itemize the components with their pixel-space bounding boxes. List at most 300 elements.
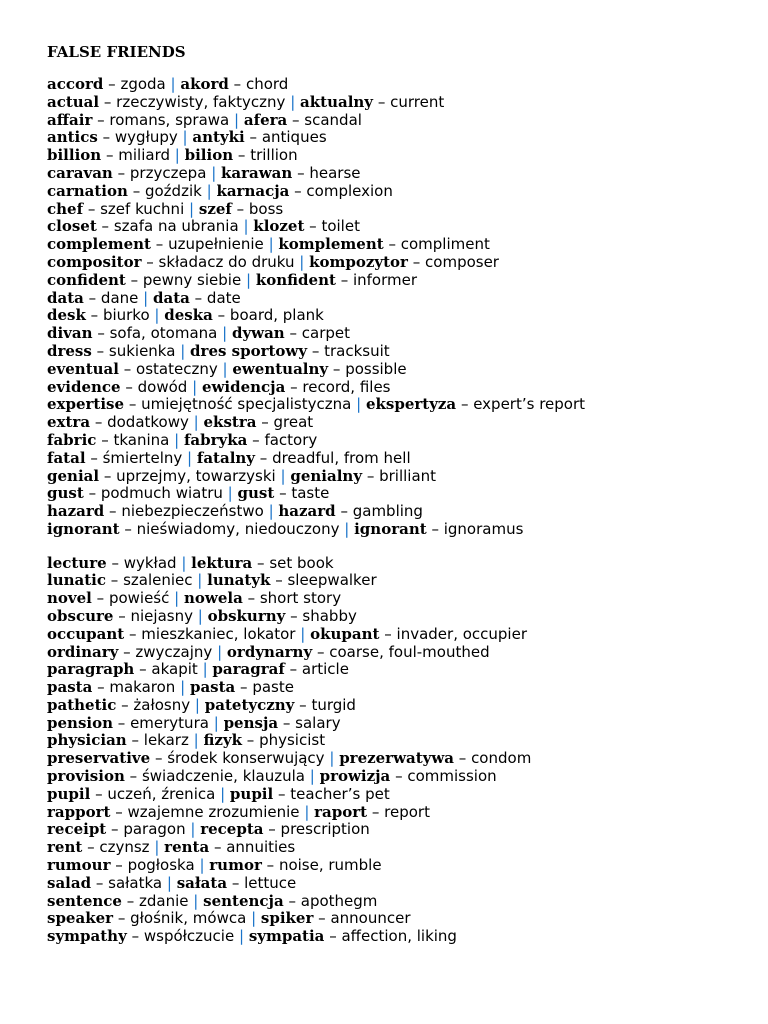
dash: –: [103, 466, 112, 485]
separator-bar: |: [290, 92, 296, 111]
separator-bar: |: [189, 199, 195, 218]
english-word-meaning: szaleniec: [123, 571, 193, 590]
word-pair-entry: [47, 361, 747, 379]
polish-word: nowela: [184, 589, 243, 608]
separator-bar: |: [268, 502, 274, 521]
english-word-meaning: uczeń, źrenica: [107, 784, 216, 803]
dash: –: [311, 341, 320, 360]
english-word-meaning: czynsz: [99, 838, 150, 857]
separator-bar: |: [304, 802, 310, 821]
english-word: dress: [47, 341, 92, 360]
english-word: pension: [47, 713, 113, 732]
word-pair-entry: [47, 76, 747, 94]
dash: –: [97, 110, 105, 129]
dash: –: [90, 448, 98, 467]
polish-word-meaning: condom: [471, 749, 532, 768]
english-word: evidence: [47, 377, 121, 396]
dash: –: [146, 252, 154, 271]
dash: –: [340, 502, 348, 521]
polish-word: hazard: [278, 502, 336, 521]
word-pair-entry: [47, 218, 747, 236]
polish-word-meaning: commission: [407, 767, 497, 786]
dash: –: [87, 199, 96, 218]
polish-word: aktualny: [300, 92, 374, 111]
word-pair-entry: [47, 750, 747, 768]
dash: –: [101, 430, 109, 449]
dash: –: [412, 252, 421, 271]
dash: –: [266, 856, 275, 875]
separator-bar: |: [222, 359, 228, 378]
polish-word: dres sportowy: [190, 341, 308, 360]
english-word: preservative: [47, 749, 151, 768]
english-word-meaning: sukienka: [108, 341, 176, 360]
english-word-meaning: rzeczywisty, faktyczny: [116, 92, 286, 111]
dash: –: [108, 75, 116, 93]
word-pair-entry: [47, 910, 747, 928]
separator-bar: |: [174, 430, 180, 449]
polish-word: pasta: [189, 678, 236, 697]
separator-bar: |: [238, 927, 245, 946]
dash: –: [332, 359, 341, 378]
separator-bar: |: [143, 288, 149, 307]
dash: –: [289, 324, 297, 343]
dash: –: [246, 731, 255, 750]
polish-word: prowizja: [319, 767, 391, 786]
separator-bar: |: [192, 377, 198, 396]
dash: –: [309, 217, 317, 236]
dash: –: [252, 430, 260, 449]
polish-word-meaning: invader, occupier: [396, 624, 527, 643]
polish-word: fatalny: [196, 448, 256, 467]
dash: –: [95, 784, 103, 803]
polish-word-meaning: date: [206, 288, 241, 307]
polish-word-meaning: compliment: [400, 235, 490, 254]
english-word-meaning: makaron: [109, 678, 176, 697]
polish-word-meaning: affection, liking: [341, 927, 457, 946]
word-pair-entry: [47, 857, 747, 875]
dash: –: [139, 660, 147, 679]
dash: –: [292, 110, 300, 129]
dash: –: [290, 606, 298, 625]
word-pair-entry: [47, 644, 747, 662]
dash: –: [240, 678, 248, 697]
english-word: fatal: [47, 448, 86, 467]
word-pair-entry: [47, 272, 747, 290]
polish-word-meaning: chord: [245, 75, 289, 93]
english-word: physician: [47, 731, 127, 750]
english-word-meaning: nieświadomy, niedouczony: [136, 519, 340, 538]
dash: –: [366, 466, 375, 485]
polish-word-meaning: ignoramus: [443, 519, 524, 538]
dash: –: [275, 571, 283, 590]
polish-word: renta: [164, 838, 210, 857]
polish-word: lektura: [191, 553, 253, 572]
english-word-meaning: sofa, otomana: [109, 324, 218, 343]
document-page: [47, 42, 747, 946]
word-pair-entry: [47, 804, 747, 822]
dash: –: [97, 678, 105, 697]
english-word: sentence: [47, 891, 122, 910]
word-pair-entry: [47, 343, 747, 361]
polish-word-meaning: lettuce: [244, 873, 297, 892]
polish-word: lunatyk: [207, 571, 271, 590]
english-word-meaning: mieszkaniec, lokator: [141, 624, 296, 643]
dash: –: [194, 288, 203, 307]
separator-bar: |: [206, 181, 212, 200]
english-word: billion: [47, 146, 102, 165]
word-pair-entry: [47, 307, 747, 325]
dash: –: [297, 163, 305, 182]
polish-word: dywan: [231, 324, 285, 343]
english-word: actual: [47, 92, 100, 111]
polish-word: kompozytor: [309, 252, 408, 271]
word-pair-entry: [47, 129, 747, 147]
separator-bar: |: [174, 589, 180, 608]
polish-word-meaning: scandal: [304, 110, 362, 129]
dash: –: [115, 856, 123, 875]
english-word-meaning: tkanina: [113, 430, 170, 449]
english-word: obscure: [47, 606, 114, 625]
polish-word: obskurny: [207, 606, 286, 625]
word-pair-entry: [47, 697, 747, 715]
polish-word-meaning: board, plank: [229, 306, 324, 325]
word-pair-entry: [47, 201, 747, 219]
polish-word-meaning: possible: [345, 359, 407, 378]
dash: –: [117, 713, 126, 732]
separator-bar: |: [187, 448, 193, 467]
polish-word-meaning: set book: [269, 553, 334, 572]
dash: –: [299, 695, 307, 714]
word-pair-entry: [47, 875, 747, 893]
polish-word: bilion: [184, 146, 234, 165]
word-pair-entry: [47, 503, 747, 521]
english-word: pathetic: [47, 695, 117, 714]
polish-word-meaning: record, files: [302, 377, 391, 396]
dash: –: [117, 909, 126, 928]
polish-word: rumor: [209, 856, 262, 875]
english-word: ignorant: [47, 519, 120, 538]
polish-word: spiker: [260, 909, 314, 928]
dash: –: [257, 553, 265, 572]
separator-bar: |: [197, 571, 203, 590]
polish-word: ewidencja: [201, 377, 286, 396]
separator-bar: |: [280, 466, 286, 485]
polish-word-meaning: apothegm: [300, 891, 378, 910]
word-pair-entry: [47, 521, 747, 539]
dash: –: [213, 838, 222, 857]
dash: –: [388, 235, 396, 254]
polish-word-meaning: physicist: [259, 731, 326, 750]
polish-word: ignorant: [354, 519, 427, 538]
english-word-meaning: niejasny: [130, 606, 193, 625]
english-word: extra: [47, 413, 91, 432]
word-list: [47, 76, 747, 946]
word-pair-entry: [47, 290, 747, 308]
dash: –: [340, 270, 349, 289]
dash: –: [282, 713, 291, 732]
word-pair-entry: [47, 254, 747, 272]
separator-bar: |: [300, 624, 306, 643]
english-word: antics: [47, 128, 98, 147]
word-pair-entry: [47, 732, 747, 750]
separator-bar: |: [268, 235, 274, 254]
polish-word-meaning: brilliant: [379, 466, 437, 485]
word-pair-entry: [47, 768, 747, 786]
polish-word-meaning: noise, rumble: [278, 856, 382, 875]
english-word: caravan: [47, 163, 113, 182]
polish-word-meaning: composer: [425, 252, 499, 271]
word-pair-entry: [47, 821, 747, 839]
dash: –: [129, 767, 138, 786]
english-word-meaning: romans, sprawa: [109, 110, 230, 129]
english-word-meaning: szef kuchni: [100, 199, 185, 218]
word-pair-entry: [47, 379, 747, 397]
dash: –: [94, 413, 103, 432]
polish-word: karnacja: [216, 181, 290, 200]
dash: –: [124, 519, 132, 538]
polish-word: ekstra: [203, 413, 257, 432]
dash: –: [249, 128, 258, 147]
word-pair-entry: [47, 414, 747, 432]
word-pair-entry: [47, 928, 747, 946]
word-pair-entry: [47, 94, 747, 112]
polish-word: prezerwatywa: [339, 749, 454, 768]
separator-bar: |: [227, 484, 233, 503]
english-word-meaning: zgoda: [120, 75, 166, 93]
english-word: eventual: [47, 359, 119, 378]
polish-word: recepta: [200, 820, 264, 839]
english-word: receipt: [47, 820, 107, 839]
english-word-meaning: lekarz: [143, 731, 189, 750]
polish-word-meaning: salary: [295, 713, 341, 732]
english-word-meaning: zdanie: [139, 891, 189, 910]
english-word-meaning: wzajemne zrozumienie: [127, 802, 300, 821]
polish-word: pupil: [229, 784, 274, 803]
separator-bar: |: [299, 252, 305, 271]
english-word: accord: [47, 75, 104, 93]
english-word-meaning: żałosny: [133, 695, 191, 714]
polish-word: fizyk: [203, 731, 243, 750]
dash: –: [458, 749, 467, 768]
dash: –: [88, 484, 97, 503]
dash: –: [118, 606, 126, 625]
separator-bar: |: [234, 110, 240, 129]
separator-bar: |: [220, 784, 226, 803]
dash: –: [105, 146, 114, 165]
word-pair-entry: [47, 147, 747, 165]
dash: –: [95, 873, 104, 892]
separator-bar: |: [243, 217, 249, 236]
english-word: expertise: [47, 395, 125, 414]
dash: –: [395, 767, 403, 786]
separator-bar: |: [202, 660, 208, 679]
word-pair-entry: [47, 112, 747, 130]
polish-word-meaning: dreadful, from hell: [272, 448, 411, 467]
polish-word: ordynarny: [226, 642, 313, 661]
english-word: lecture: [47, 553, 107, 572]
english-word-meaning: uzupełnienie: [168, 235, 264, 254]
english-word-meaning: paragon: [123, 820, 186, 839]
english-word-meaning: akapit: [151, 660, 198, 679]
english-word-meaning: goździk: [144, 181, 202, 200]
polish-word: antyki: [192, 128, 245, 147]
title-spacer: [47, 62, 747, 76]
polish-word: pensja: [223, 713, 279, 732]
english-word: chef: [47, 199, 84, 218]
separator-bar: |: [181, 553, 187, 572]
dash: –: [111, 553, 119, 572]
dash: –: [237, 146, 246, 165]
dash: –: [318, 909, 326, 928]
word-pair-entry: [47, 325, 747, 343]
english-word-meaning: szafa na ubrania: [113, 217, 239, 236]
dash: –: [290, 377, 298, 396]
word-pair-entry: [47, 590, 747, 608]
word-pair-entry: [47, 661, 747, 679]
english-word: gust: [47, 484, 84, 503]
english-word: closet: [47, 217, 97, 236]
word-pair-entry: [47, 572, 747, 590]
word-pair-entry: [47, 608, 747, 626]
dash: –: [460, 395, 469, 414]
word-pair-entry: [47, 626, 747, 644]
english-word: novel: [47, 589, 92, 608]
dash: –: [261, 413, 269, 432]
english-word-meaning: biurko: [102, 306, 150, 325]
polish-word-meaning: trillion: [250, 146, 298, 165]
english-word: lunatic: [47, 571, 106, 590]
separator-bar: |: [180, 341, 186, 360]
dash: –: [88, 288, 97, 307]
polish-word: karawan: [221, 163, 293, 182]
dash: –: [125, 377, 133, 396]
dash: –: [130, 270, 139, 289]
english-word: speaker: [47, 909, 114, 928]
polish-word-meaning: paste: [252, 678, 294, 697]
english-word-meaning: świadczenie, klauzula: [141, 767, 305, 786]
polish-word-meaning: report: [384, 802, 430, 821]
separator-bar: |: [211, 163, 217, 182]
dash: –: [121, 695, 129, 714]
word-pair-entry: [47, 555, 747, 573]
polish-word: raport: [314, 802, 368, 821]
dash: –: [217, 306, 226, 325]
english-word: compositor: [47, 252, 142, 271]
separator-bar: |: [329, 749, 335, 768]
polish-word: ekspertyza: [365, 395, 457, 414]
polish-word: fabryka: [183, 430, 248, 449]
polish-word-meaning: teacher’s pet: [290, 784, 390, 803]
polish-word-meaning: antiques: [261, 128, 327, 147]
separator-bar: |: [182, 128, 188, 147]
polish-word: gust: [237, 484, 275, 503]
dash: –: [131, 731, 139, 750]
dash: –: [131, 927, 140, 946]
polish-word-meaning: prescription: [280, 820, 370, 839]
separator-bar: |: [194, 695, 200, 714]
english-word-meaning: ostateczny: [136, 359, 218, 378]
dash: –: [154, 749, 163, 768]
dash: –: [384, 624, 392, 643]
english-word: ordinary: [47, 642, 119, 661]
dash: –: [288, 891, 296, 910]
english-word-meaning: dodatkowy: [107, 413, 189, 432]
english-word: divan: [47, 324, 93, 343]
english-word: provision: [47, 767, 125, 786]
english-word-meaning: dane: [100, 288, 139, 307]
english-word: rent: [47, 838, 83, 857]
english-word-meaning: wygłupy: [114, 128, 178, 147]
english-word-meaning: pogłoska: [127, 856, 195, 875]
polish-word: szef: [198, 199, 232, 218]
polish-word-meaning: hearse: [309, 163, 361, 182]
polish-word: deska: [164, 306, 213, 325]
dash: –: [371, 802, 380, 821]
english-word-meaning: zwyczajny: [135, 642, 213, 661]
english-word: genial: [47, 466, 100, 485]
polish-word-meaning: great: [273, 413, 314, 432]
dash: –: [109, 502, 117, 521]
dash: –: [155, 235, 164, 254]
english-word: hazard: [47, 502, 105, 521]
word-pair-entry: [47, 839, 747, 857]
separator-bar: |: [251, 909, 257, 928]
word-pair-entry: [47, 893, 747, 911]
separator-bar: |: [197, 606, 203, 625]
english-word-meaning: pewny siebie: [142, 270, 242, 289]
english-word: data: [47, 288, 84, 307]
english-word: affair: [47, 110, 93, 129]
polish-word-meaning: complexion: [306, 181, 393, 200]
polish-word-meaning: informer: [352, 270, 418, 289]
polish-word-meaning: article: [301, 660, 349, 679]
separator-bar: |: [174, 146, 180, 165]
english-word: pupil: [47, 784, 91, 803]
english-word-meaning: przyczepa: [129, 163, 207, 182]
dash: –: [132, 181, 141, 200]
polish-word-meaning: coarse, foul-mouthed: [329, 642, 490, 661]
separator-bar: |: [217, 642, 223, 661]
dash: –: [97, 324, 105, 343]
english-word: salad: [47, 873, 92, 892]
word-group: [47, 555, 747, 947]
polish-word-meaning: current: [390, 92, 445, 111]
separator-bar: |: [180, 678, 186, 697]
polish-word-meaning: carpet: [301, 324, 351, 343]
dash: –: [123, 359, 132, 378]
polish-word-meaning: sleepwalker: [287, 571, 377, 590]
english-word: desk: [47, 306, 86, 325]
polish-word: sentencja: [203, 891, 284, 910]
english-word-meaning: emerytura: [130, 713, 209, 732]
word-pair-entry: [47, 432, 747, 450]
word-pair-entry: [47, 715, 747, 733]
english-word-meaning: współczucie: [143, 927, 235, 946]
dash: –: [233, 75, 242, 93]
dash: –: [329, 927, 337, 946]
english-word-meaning: miliard: [118, 146, 170, 165]
polish-word: akord: [180, 75, 229, 93]
word-group: [47, 76, 747, 539]
polish-word-meaning: toilet: [321, 217, 360, 236]
dash: –: [231, 873, 240, 892]
word-pair-entry: [47, 468, 747, 486]
dash: –: [128, 395, 137, 414]
polish-word: afera: [243, 110, 288, 129]
polish-word-meaning: factory: [264, 430, 318, 449]
page-title: FALSE FRIENDS: [47, 43, 186, 61]
english-word-meaning: umiejętność specjalistyczna: [141, 395, 352, 414]
